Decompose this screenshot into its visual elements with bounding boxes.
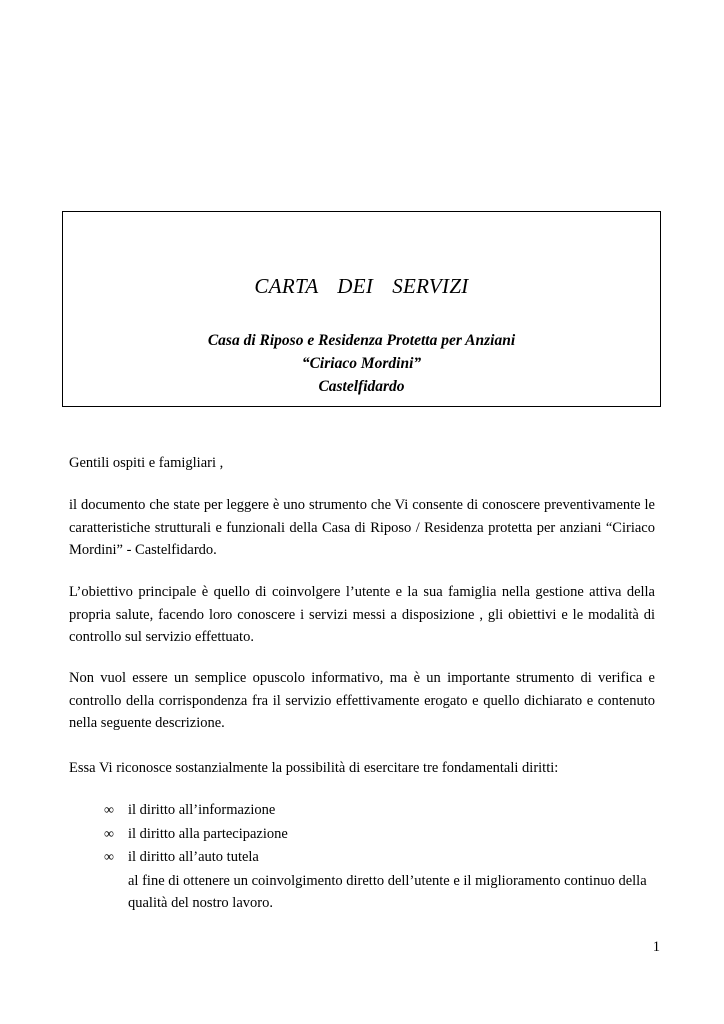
infinity-bullet-icon: ∞: [104, 826, 114, 842]
document-title: CARTA DEI SERVIZI: [254, 274, 469, 298]
paragraph-purpose: Non vuol essere un semplice opuscolo informativo, ma è un importante strumento di verifica e controllo della corrispondenza fra il servizio effettivamente erogato e quello dichiarato e contenuto nella seguente descrizione.: [69, 670, 655, 731]
title-box: [62, 211, 661, 407]
greeting: Gentili ospiti e famigliari ,: [69, 455, 224, 471]
infinity-bullet-icon: ∞: [104, 803, 114, 818]
subtitle-name: “Ciriaco Mordini”: [301, 355, 422, 372]
list-item-text: il diritto alla partecipazione: [128, 825, 288, 842]
subtitle-location: Castelfidardo: [318, 378, 405, 395]
page-number: 1: [652, 939, 660, 955]
list-item-text: il diritto all’auto tutela: [128, 849, 259, 865]
infinity-bullet-icon: ∞: [104, 850, 114, 865]
list-item: [104, 823, 664, 847]
list-item-continuation: al fine di ottenere un coinvolgimento diretto dell’utente e il miglioramento continuo della qualità del nostro lavoro.: [128, 872, 647, 911]
list-item-text: il diritto all’informazione: [128, 802, 276, 818]
rights-list: [104, 799, 664, 915]
paragraph-objective: L’obiettivo principale è quello di coinvolgere l’utente e la sua famiglia nella gestione attiva della propria salute, facendo loro conoscere i servizi messi a disposizione , gli obiettivi e le modalità di controllo sul servizio effettuato.: [69, 584, 655, 645]
list-item: [104, 799, 664, 823]
list-item: [104, 846, 664, 870]
paragraph-intro: il documento che state per leggere è uno strumento che Vi consente di conoscere preventivamente le caratteristiche strutturali e funzionali della Casa di Riposo / Residenza protetta per anziani “Ciriaco Mordini” - Castelfidardo.: [69, 497, 655, 558]
subtitle-institution: Casa di Riposo e Residenza Protetta per Anziani: [207, 332, 516, 349]
paragraph-rights-intro: Essa Vi riconosce sostanzialmente la possibilità di esercitare tre fondamentali diritti:: [69, 760, 559, 776]
